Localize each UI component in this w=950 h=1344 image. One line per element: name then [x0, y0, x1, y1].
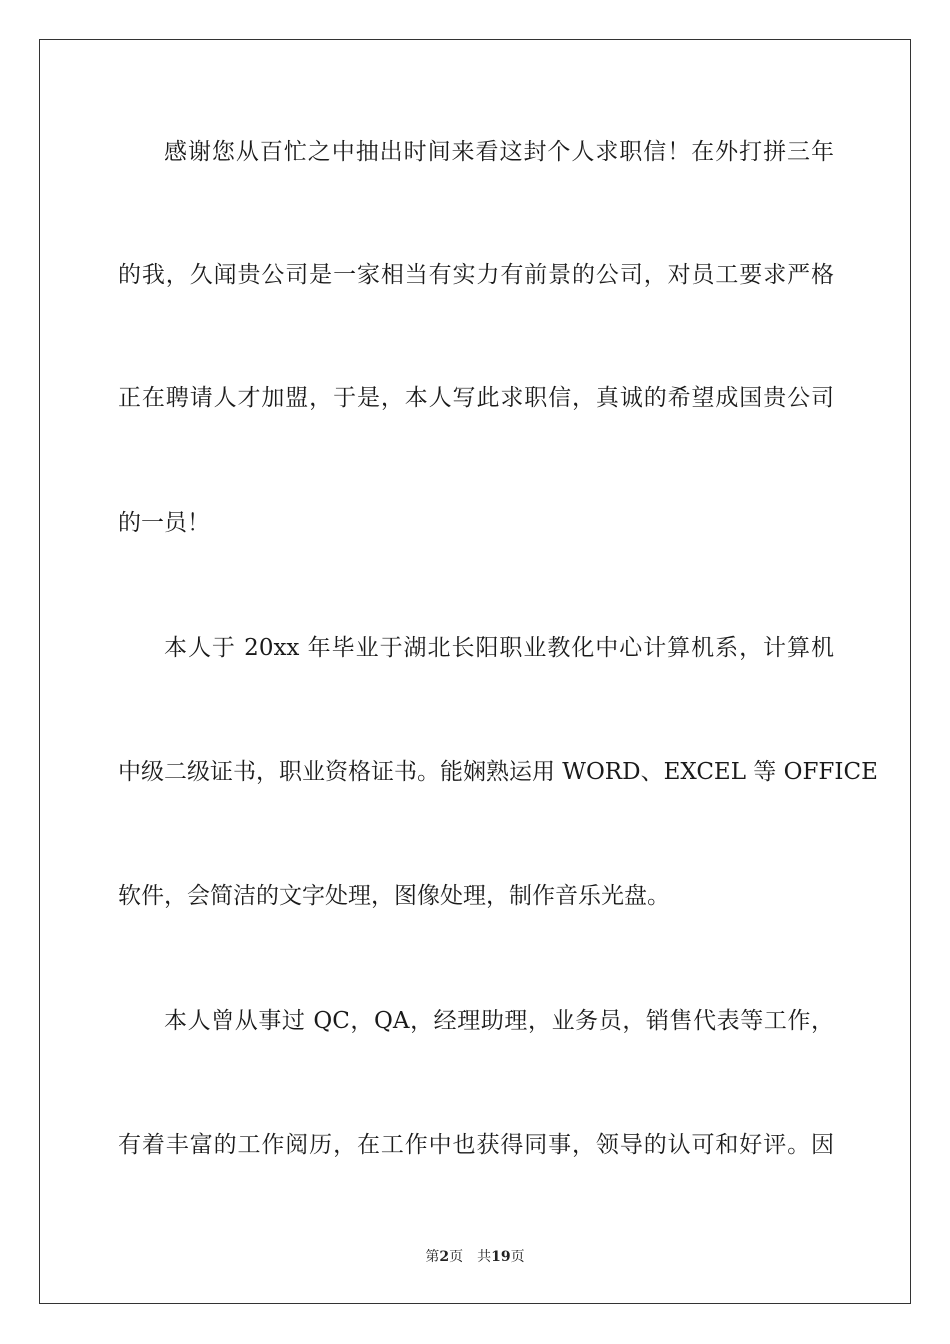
page-frame	[39, 39, 911, 1304]
page-footer	[0, 1247, 950, 1267]
page-prefix: 第	[425, 1249, 440, 1265]
paragraph-2-line-2: 中级二级证书，职业资格证书。能娴熟运用 WORD、EXCEL 等 OFFICE	[118, 759, 878, 785]
paragraph-1-line-3: 正在聘请人才加盟，于是，本人写此求职信，真诚的希望成国贵公司	[118, 385, 834, 411]
paragraph-1-line-1: 感谢您从百忙之中抽出时间来看这封个人求职信！在外打拼三年	[164, 139, 834, 165]
paragraph-3-line-2: 有着丰富的工作阅历，在工作中也获得同事，领导的认可和好评。因	[118, 1132, 834, 1158]
total-suffix: 页	[510, 1249, 525, 1265]
paragraph-2-line-3: 软件，会简洁的文字处理，图像处理，制作音乐光盘。	[118, 883, 670, 909]
total-prefix: 共	[477, 1249, 492, 1265]
total-pages: 19	[491, 1249, 511, 1265]
paragraph-3-line-1: 本人曾从事过 QC，QA，经理助理，业务员，销售代表等工作，	[164, 1008, 834, 1034]
paragraph-1-line-4: 的一员！	[118, 510, 210, 536]
paragraph-2-line-1: 本人于 20xx 年毕业于湖北长阳职业教化中心计算机系，计算机	[164, 635, 834, 661]
page-number: 2	[439, 1249, 450, 1265]
paragraph-1-line-2: 的我，久闻贵公司是一家相当有实力有前景的公司，对员工要求严格	[118, 262, 834, 288]
page-suffix: 页	[449, 1249, 464, 1265]
